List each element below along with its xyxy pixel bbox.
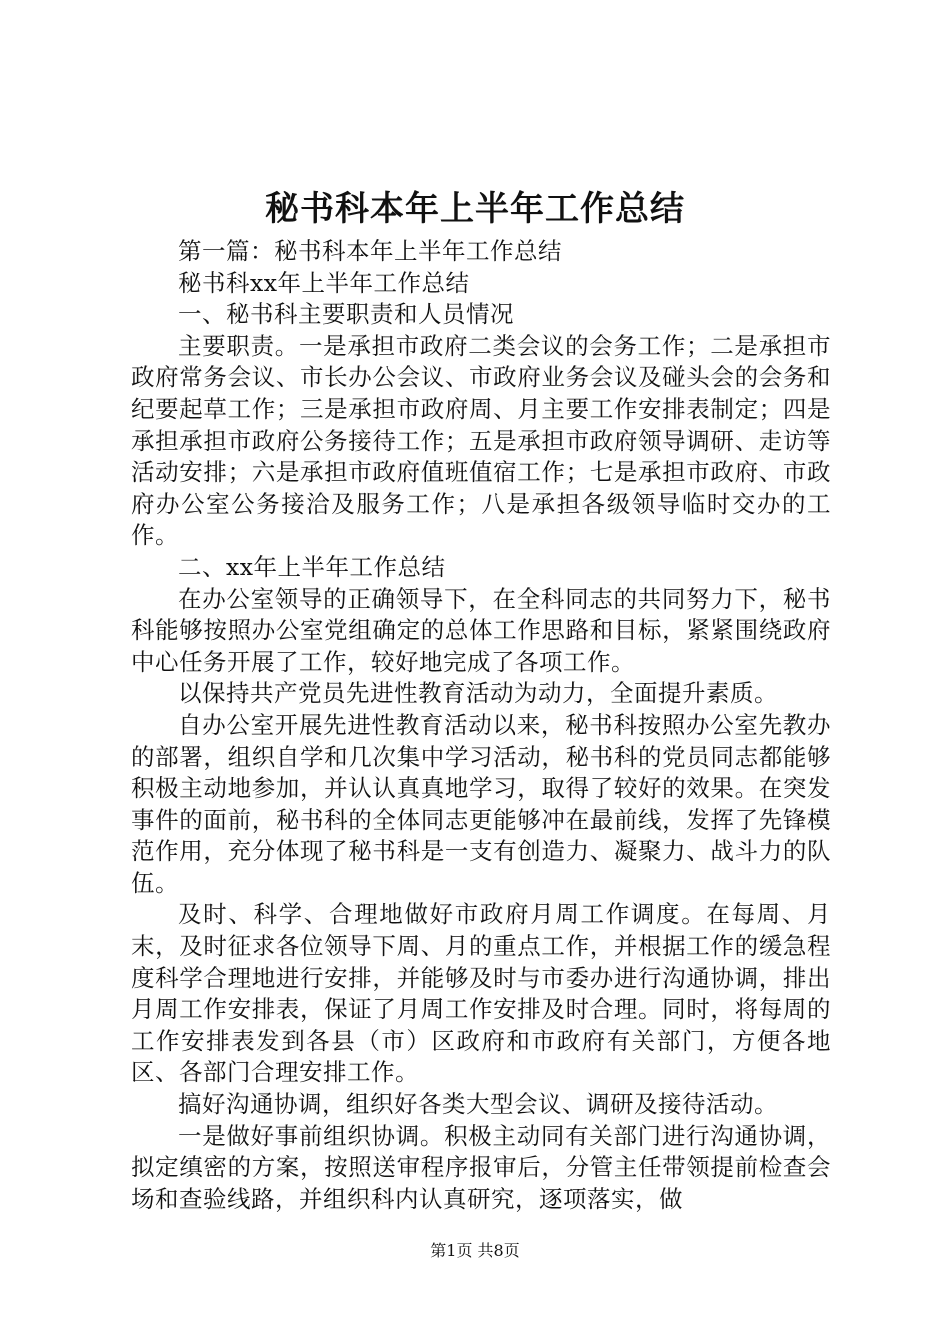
page-footer: 第1页 共8页 [430, 1241, 520, 1260]
section-heading-summary: 二、xx年上半年工作总结 [178, 552, 446, 581]
paragraph-coordination: 一是做好事前组织协调。积极主动同有关部门进行沟通协调，拟定缜密的方案，按照送审程序报审后，分管主任带领提前检查会场和查验线路，并组织科内认真研究，逐项落实，做 [131, 1121, 831, 1213]
document-title: 秘书科本年上半年工作总结 [265, 189, 685, 229]
section-heading-duties: 一、秘书科主要职责和人员情况 [178, 300, 514, 329]
paragraph-duties: 主要职责。一是承担市政府二类会议的会务工作；二是承担市政府常务会议、市长办公会议、市政府业务会议及碰头会的会务和纪要起草工作；三是承担市政府周、月主要工作安排表制定；四是承担承担市政府公务接待工作；五是承担市政府领导调研、走访等活动安排；六是承担市政府值班值宿工作；七是承担市政府、市政府办公室公务接洽及服务工作；八是承担各级领导临时交办的工作。 [131, 331, 831, 550]
paragraph-education-heading: 以保持共产党员先进性教育活动为动力，全面提升素质。 [178, 679, 778, 708]
paragraph-coordination-heading: 搞好沟通协调，组织好各类大型会议、调研及接待活动。 [178, 1090, 778, 1119]
paragraph-education: 自办公室开展先进性教育活动以来，秘书科按照办公室先教办的部署，组织自学和几次集中学习活动，秘书科的党员同志都能够积极主动地参加，并认认真真地学习，取得了较好的效果。在突发事件的面前，秘书科的全体同志更能够冲在最前线，发挥了先锋模范作用，充分体现了秘书科是一支有创造力、凝聚力、战斗力的队伍。 [131, 710, 831, 897]
subtitle-summary: 秘书科xx年上半年工作总结 [178, 268, 470, 297]
heading-first-article: 第一篇：秘书科本年上半年工作总结 [178, 237, 562, 265]
paragraph-overview: 在办公室领导的正确领导下，在全科同志的共同努力下，秘书科能够按照办公室党组确定的总体工作思路和目标，紧紧围绕政府中心任务开展了工作，较好地完成了各项工作。 [131, 584, 831, 676]
paragraph-scheduling: 及时、科学、合理地做好市政府月周工作调度。在每周、月末，及时征求各位领导下周、月的重点工作，并根据工作的缓急程度科学合理地进行安排，并能够及时与市委办进行沟通协调，排出月周工作安排表，保证了月周工作安排及时合理。同时，将每周的工作安排表发到各县（市）区政府和市政府有关部门，方便各地区、各部门合理安排工作。 [131, 900, 831, 1087]
document-body [131, 236, 831, 1215]
